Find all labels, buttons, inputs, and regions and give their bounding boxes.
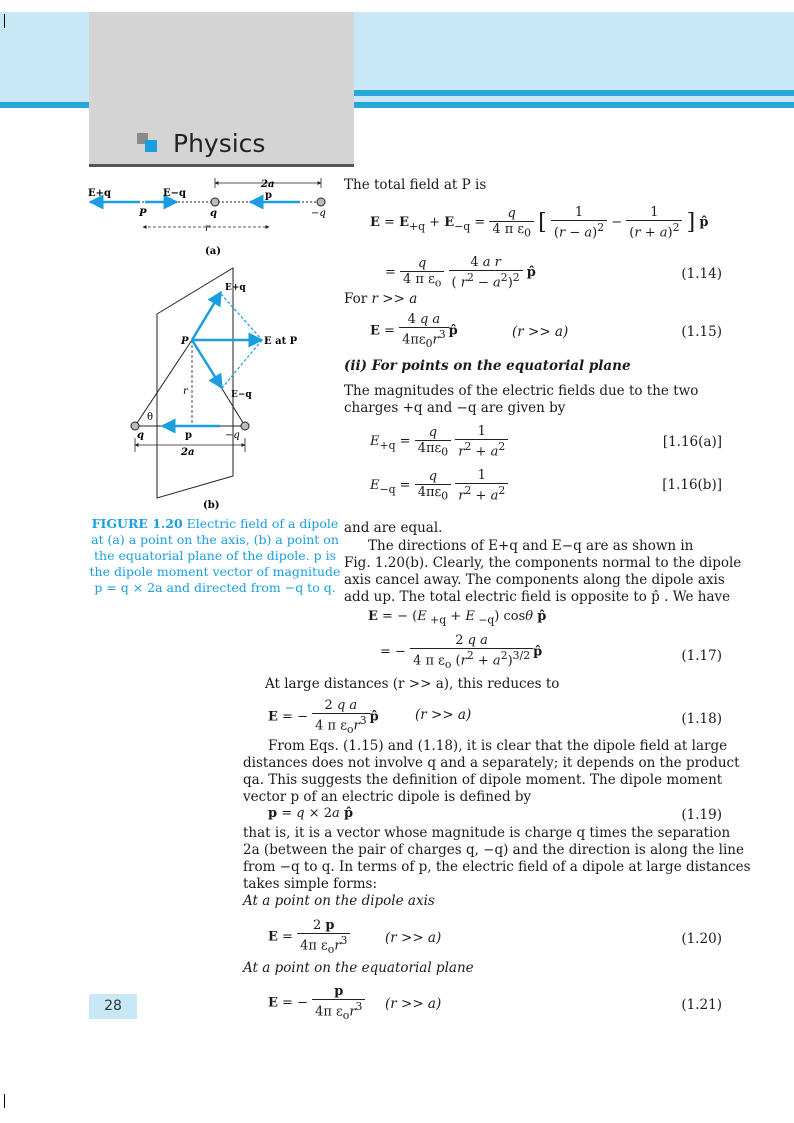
fig-b-theta: θ — [147, 412, 154, 423]
charge-q-b — [131, 422, 139, 430]
cond-1-20: (r >> a) — [385, 930, 442, 946]
chapter-underline — [89, 164, 354, 167]
fig-b-2a: 2a — [181, 447, 195, 458]
para-mag-1: The magnitudes of the electric fields due to the two — [344, 383, 699, 399]
equation-1-17a: E = − (E $_{+q}$ + E $_{-q}$) cosθ p̂ — [368, 609, 547, 627]
section-heading-ii: (ii) For points on the equatorial plane — [344, 358, 631, 374]
header-stripe — [354, 90, 794, 96]
para-for-r: For r >> a — [344, 291, 418, 307]
fig-b-e-minus-q: E−q — [231, 390, 252, 400]
fig-a-p: p — [265, 190, 272, 201]
page-number-box — [89, 994, 137, 1019]
equation-1-14b: = $\frac{q}{4 \pi \varepsilon_o}$ $\frac{\text{4 a r}}{( r^2 - a^2)^2}$ p̂ — [385, 255, 536, 291]
para-mag-2: charges +q and −q are given by — [344, 400, 566, 416]
eq-number-1-16a: [1.16(a)] — [662, 434, 722, 450]
cond-1-18: (r >> a) — [415, 707, 472, 723]
fig-a-q: q — [210, 208, 217, 219]
para-from-eqs-1: From Eqs. (1.15) and (1.18), it is clear that the dipole field at large — [268, 738, 728, 754]
fig-a-minus-q: −q — [311, 208, 326, 219]
eq-number-1-21: (1.21) — [681, 997, 722, 1013]
eq-number-1-15: (1.15) — [681, 324, 722, 340]
para-dir-1: The directions of E+q and E−q are as shown in — [368, 538, 694, 554]
fig-b-e-plus-q: E+q — [225, 283, 246, 293]
fig-b-label: (b) — [203, 500, 220, 511]
cond-1-21: (r >> a) — [385, 996, 442, 1012]
equation-1-20: E = $\frac{2 p}{4\pi \varepsilon_or^3}$ — [268, 918, 350, 956]
eq-number-1-16b: [1.16(b)] — [662, 477, 722, 493]
para-from-eqs-3: qa. This suggests the definition of dipole moment. The dipole moment — [243, 772, 723, 788]
para-dir-3: axis cancel away. The components along the dipole axis — [344, 572, 725, 588]
page-number: 28 — [104, 998, 122, 1014]
heading-equatorial-point: At a point on the equatorial plane — [243, 960, 474, 976]
eq-number-1-18: (1.18) — [681, 711, 722, 727]
crop-mark-bottom — [4, 1094, 5, 1108]
chapter-title: Physics — [173, 129, 266, 158]
para-dir-2: Fig. 1.20(b). Clearly, the components normal to the dipole — [344, 555, 742, 571]
charge-minus-q-a — [317, 198, 325, 206]
para-and-equal: and are equal. — [344, 520, 443, 536]
fig-b-r: r — [183, 386, 188, 397]
equation-1-16a: $E_{+q}$ = $\frac{q}{4\pi\varepsilon_0}$ $\frac{1}{r^2 + a^2}$ — [370, 424, 508, 459]
fig-a-p-point: P — [139, 208, 147, 219]
equation-1-21: E = − $\frac{p}{4\pi \varepsilon_or^3}$ — [268, 984, 365, 1022]
fig-a-e-plus-q: E+q — [88, 188, 111, 199]
equation-1-15: E = $\frac{\text{4 q a}}{4\pi\varepsilon_0r^3}$ p̂ — [370, 312, 458, 350]
equation-1-16b: $E_{-q}$ = $\frac{q}{4\pi\varepsilon_0}$ $\frac{1}{r^2 + a^2}$ — [370, 468, 508, 503]
fig-b-p: p — [185, 430, 192, 441]
fig-a-r: r — [205, 223, 210, 234]
para-that-is-4: takes simple forms: — [243, 876, 378, 892]
equation-1-19: p = q × 2a p̂ — [268, 806, 354, 821]
equation-1-18: E = − $\frac{\text{2 q a}}{4 \pi \varepsilon_or^3}$ p̂ — [268, 698, 379, 736]
caption-text: Electric field of a dipole at (a) a point on the axis, (b) a point on the equatorial plane of the dipole. p is the dipole moment vector of magnitude p = q × 2a and directed from −q to q. — [89, 516, 341, 595]
fig-a-2a: 2a — [261, 179, 275, 190]
equation-1-17b: = − $\frac{\text{2 q a}}{4 \pi \varepsilon_o (r^2 + a^2)^{3/2}}$ p̂ — [380, 633, 543, 671]
chapter-square-blue-icon — [145, 140, 157, 152]
figure-caption — [89, 516, 341, 596]
para-large-dist: At large distances (r >> a), this reduces to — [265, 676, 560, 692]
para-from-eqs-2: distances does not involve q and a separately; it depends on the product — [243, 755, 740, 771]
cond-1-15: (r >> a) — [512, 324, 569, 340]
para-that-is-1: that is, it is a vector whose magnitude is charge q times the separation — [243, 825, 731, 841]
fig-b-e-at-p: E at P — [264, 336, 298, 347]
dipole-figure — [85, 172, 345, 512]
fig-b-minus-q: −q — [225, 430, 240, 441]
fig-a-e-minus-q: E−q — [163, 188, 186, 199]
heading-axis-point: At a point on the dipole axis — [243, 893, 435, 909]
para-total-field: The total field at P is — [344, 177, 487, 193]
fig-a-label: (a) — [205, 246, 221, 257]
equation-1-14a: $E = E_{+q} + E_{-q}$ = $\frac{q}{4 \pi \varepsilon_0}$ [ $\frac{1}{(r - a)^2}$ − $\frac{1}{(r + a)^2}$ ] p̂ — [370, 205, 709, 241]
e-minus-q-arrow-b — [192, 340, 222, 388]
eq-number-1-19: (1.19) — [681, 807, 722, 823]
eq-number-1-17: (1.17) — [681, 648, 722, 664]
charge-q-a — [211, 198, 219, 206]
fig-b-p-point: P — [181, 336, 189, 347]
eq-number-1-20: (1.20) — [681, 931, 722, 947]
e-plus-q-arrow-b — [192, 292, 221, 340]
para-that-is-2: 2a (between the pair of charges q, −q) and the direction is along the line — [243, 842, 744, 858]
para-dir-4: add up. The total electric field is opposite to p̂ . We have — [344, 589, 731, 605]
fig-b-q: q — [137, 430, 144, 441]
caption-title: FIGURE 1.20 — [91, 516, 183, 531]
eq-number-1-14: (1.14) — [681, 266, 722, 282]
para-that-is-3: from −q to q. In terms of p, the electric field of a dipole at large distances — [243, 859, 751, 875]
para-from-eqs-4: vector p of an electric dipole is defined by — [243, 789, 532, 805]
charge-minus-q-b — [241, 422, 249, 430]
crop-mark-top — [4, 14, 5, 28]
